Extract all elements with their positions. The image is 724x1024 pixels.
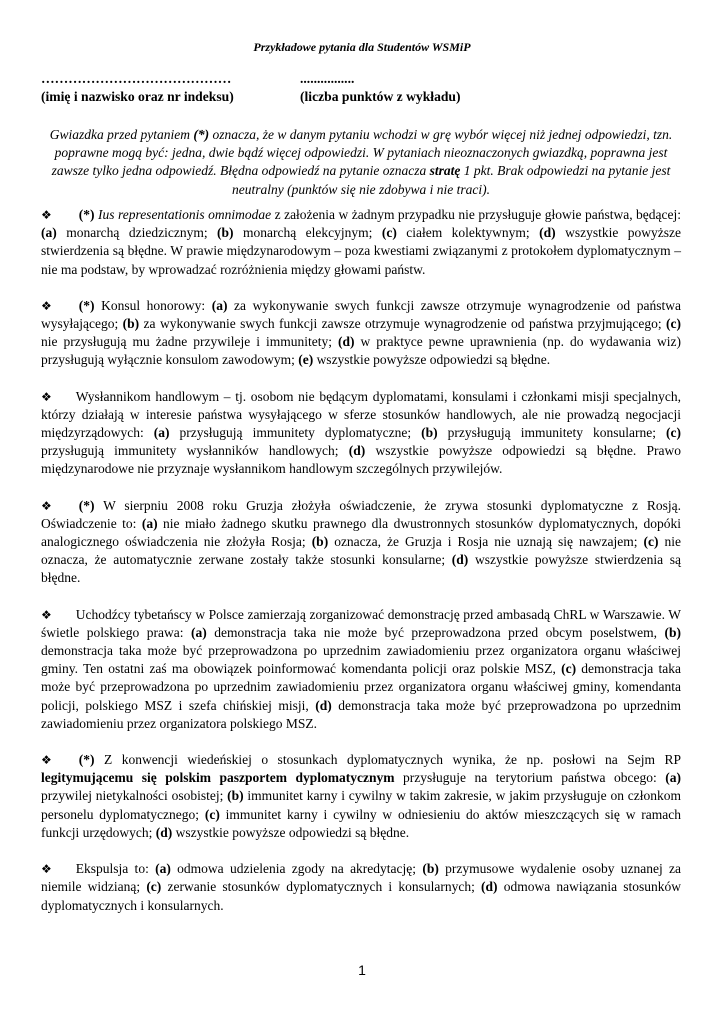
question-2: ❖ (*) Konsul honorowy: (a) za wykonywanie swych funkcji zawsze otrzymuje wynagrodzenie od państwa wysyłającego; (b) za wykonywanie swych funkcji zawsze otrzymuje wynagrodzenie od państwa przyjmującego; (c) nie przysługują mu żadne przywileje i immunitety; (d) w praktyce pewne uprawnienia (np. do wydawania wiz) przysługują wyłącznie konsulom zawodowym; (e) wszystkie powyższe odpowiedzi są błędne. — [41, 297, 681, 368]
instructions: Gwiazdka przed pytaniem (*) oznacza, że w danym pytaniu wchodzi w grę wybór więcej niż jednej odpowiedzi, tzn. poprawne mogą być: jedna, dwie bądź więcej odpowiedzi. W pytaniach nieoznaczonych gwiazdką, poprawna jest zawsze tylko jedna odpowiedź. Błędna odpowiedź na pytanie oznacza stratę 1 pkt. Brak odpowiedzi na pytanie jest neutralny (punktów się nie zdobywa i nie traci). — [49, 127, 673, 197]
question-5: ❖ Uchodźcy tybetańscy w Polsce zamierzają zorganizować demonstrację przed ambasadą ChRL w Warszawie. W świetle polskiego prawa: (a) demonstracja taka nie może być przeprowadzona przed obcym poselstwem, (b) demonstracja taka może być przeprowadzona po uprzednim zawiadomieniu przez organizatora organu właściwej gminy. Ten ostatni zaś ma obowiązek poinformować komendanta policji oraz polskie MSZ, (c) demonstracja taka może być przeprowadzona po uprzednim zawiadomieniu przez organizatora organu właściwej gminy, komendanta policji, polskiego MSZ i szefa chińskiej misji, (d) demonstracja taka może być przeprowadzona po uprzednim zawiadomieniu przez organizatora polskiego MSZ. — [41, 606, 681, 731]
question-1: ❖ (*) Ius representationis omnimodae z założenia w żadnym przypadku nie przysługuje głowie państwa, będącej: (a) monarchą dziedzicznym; (b) monarchą elekcyjnym; (c) ciałem kolektywnym; (d) wszystkie powyższe stwierdzenia są błędne. W prawie międzynarodowym – poza kwestiami związanymi z protokołem dyplomatycznym – nie ma podstaw, by wprowadzać rozróżnienia między głowami państw. — [41, 207, 682, 277]
multiple-choice-star: (*) — [78, 752, 95, 768]
question-6: ❖ (*) Z konwencji wiedeńskiej o stosunkach dyplomatycznych wynika, że np. posłowi na Sejm RP legitymującemu się polskim paszportem dyplomatycznym przysługuje na terytorium państwa obcego: (a) przywilej nietykalności osobistej; (b) immunitet karny i cywilny w takim zakresie, w jakim przysługuje on członkom personelu dyplomatycznego; (c) immunitet karny i cywilny w odniesieniu do aktów mieszczących się w ramach funkcji urzędowych; (d) wszystkie powyższe odpowiedzi są błędne. — [41, 752, 682, 840]
name-dots: …………………………………… — [41, 71, 232, 86]
diamond-bullet-icon: ❖ — [41, 607, 52, 622]
page-number: 1 — [358, 962, 366, 978]
question-list — [41, 206, 681, 915]
multiple-choice-star: (*) — [78, 207, 95, 222]
student-fields — [41, 70, 461, 106]
multiple-choice-star: (*) — [78, 297, 95, 313]
name-label: (imię i nazwisko oraz nr indeksu) — [41, 89, 234, 104]
diamond-bullet-icon: ❖ — [41, 753, 52, 768]
diamond-bullet-icon: ❖ — [41, 208, 52, 222]
question-3: ❖ Wysłannikom handlowym – tj. osobom nie będącym dyplomatami, konsulami i członkami misji specjalnych, którzy działają w interesie państwa wysyłającego w sferze stosunków handlowych, ale nie prowadzą negocjacji międzyrządowych: (a) przysługują immunitety dyplomatyczne; (b) przysługują immunitety konsularne; (c) przysługują immunitety wysłanników handlowych; (d) wszystkie powyższe odpowiedzi są błędne. Prawo międzynarodowe nie przyznaje wysłannikom handlowym szczególnych przywilejów. — [41, 388, 681, 477]
diamond-bullet-icon: ❖ — [41, 498, 52, 513]
points-dots: ................ — [300, 71, 355, 86]
diamond-bullet-icon: ❖ — [41, 298, 52, 313]
document-title: Przykładowe pytania dla Studentów WSMiP — [253, 40, 471, 54]
multiple-choice-star: (*) — [78, 497, 95, 513]
points-label: (liczba punktów z wykładu) — [300, 89, 461, 104]
diamond-bullet-icon: ❖ — [41, 862, 52, 877]
diamond-bullet-icon: ❖ — [41, 389, 52, 404]
question-4: ❖ (*) W sierpniu 2008 roku Gruzja złożyła oświadczenie, że zrywa stosunki dyplomatyczne z Rosją. Oświadczenie to: (a) nie miało żadnego skutku prawnego dla dwustronnych stosunków dyplomatycznych, dopóki analogicznego oświadczenia nie złożyła Rosja; (b) oznacza, że Gruzja i Rosja nie uznają się nawzajem; (c) nie oznacza, że automatycznie zerwane zostały także stosunki konsularne; (d) wszystkie powyższe stwierdzenia są błędne. — [41, 497, 682, 586]
question-7: ❖ Ekspulsja to: (a) odmowa udzielenia zgody na akredytację; (b) przymusowe wydalenie osoby uznanej za niemile widzianą; (c) zerwanie stosunków dyplomatycznych i konsularnych; (d) odmowa nawiązania stosunków dyplomatycznych i konsularnych. — [41, 861, 681, 913]
